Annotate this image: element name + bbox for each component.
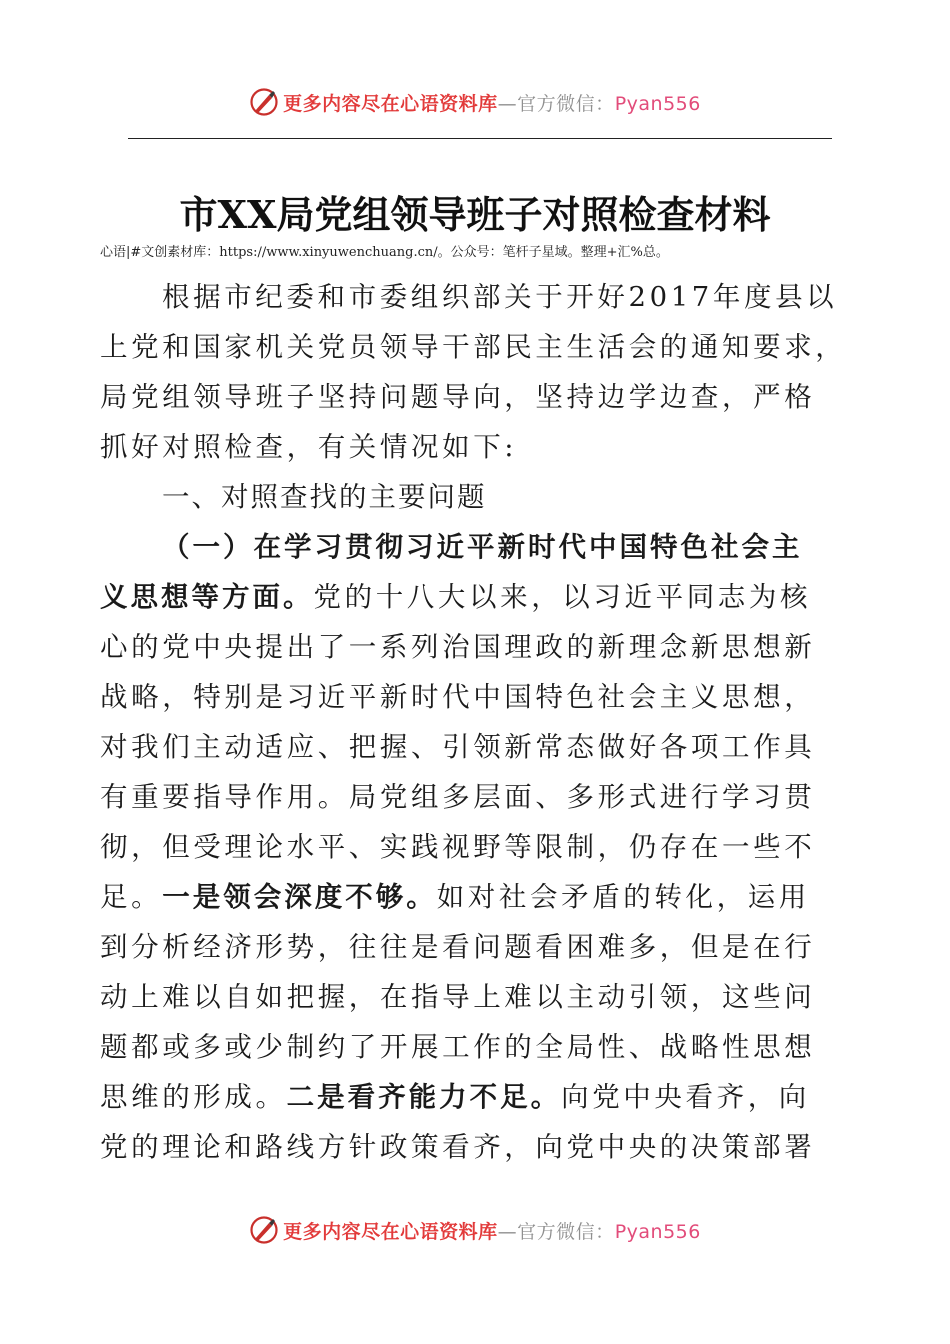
body-text-segment: 根据市纪委和市委组织部关于开好2017年度县以	[162, 281, 838, 313]
body-line	[100, 372, 815, 422]
header-brand: 更多内容尽在心语资料库	[283, 92, 498, 115]
body-text-segment: 彻，但受理论水平、实践视野等限制，仍存在一些不	[100, 831, 816, 863]
bold-text: 一是领会深度不够。	[162, 881, 437, 913]
body-line	[100, 772, 815, 822]
body-line	[100, 322, 846, 372]
body-text-segment: 局党组领导班子坚持问题导向，坚持边学边查，严格	[100, 381, 816, 413]
body-text-segment: 抓好对照检查，有关情况如下:	[100, 431, 518, 463]
body-line	[162, 472, 487, 522]
footer-banner-text	[283, 1217, 701, 1244]
body-line	[162, 522, 803, 572]
header-wechat-label: 官方微信：	[517, 92, 615, 115]
body-line	[100, 972, 815, 1022]
pen-logo-icon	[249, 87, 279, 117]
body-text-segment: 对我们主动适应、把握、引领新常态做好各项工作具	[100, 731, 816, 763]
header-banner	[0, 82, 950, 122]
footer-brand: 更多内容尽在心语资料库	[283, 1220, 498, 1243]
body-line	[162, 272, 837, 322]
body-text-segment: 向党中央看齐，向	[561, 1081, 810, 1113]
source-note: 心语|#文创素材库：https://www.xinyuwenchuang.cn/。公众号：笔杆子星域。整理+汇%总。	[100, 245, 669, 260]
body-line	[100, 1022, 815, 1072]
bold-text: 义思想等方面。	[100, 581, 314, 613]
header-separator: —	[497, 92, 518, 115]
body-line	[100, 872, 810, 922]
body-text-segment: 题都或多或少制约了开展工作的全局性、战略性思想	[100, 1031, 816, 1063]
body-line	[100, 922, 815, 972]
footer-wechat-label: 官方微信：	[517, 1220, 615, 1243]
body-text-segment: 党的理论和路线方针政策看齐，向党中央的决策部署	[100, 1131, 816, 1163]
body-line	[100, 722, 815, 772]
body-text-segment: 心的党中央提出了一系列治国理政的新理念新思想新	[100, 631, 816, 663]
body-text-segment: 到分析经济形势，往往是看问题看困难多，但是在行	[100, 931, 816, 963]
body-line	[100, 572, 811, 622]
body-line	[100, 672, 815, 722]
body-text-segment: 党的十八大以来，以习近平同志为核	[313, 581, 812, 613]
body-line	[100, 1072, 810, 1122]
body-line	[100, 422, 517, 472]
body-line	[100, 822, 815, 872]
header-divider	[128, 138, 832, 139]
footer-wechat-id: Pyan556	[614, 1220, 701, 1243]
body-text-segment: 有重要指导作用。局党组多层面、多形式进行学习贯	[100, 781, 816, 813]
bold-text: （一）在学习贯彻习近平新时代中国特色社会主	[162, 531, 803, 563]
body-text-segment: 思维的形成。	[100, 1081, 287, 1113]
footer-banner	[0, 1210, 950, 1250]
bold-text: 二是看齐能力不足。	[286, 1081, 562, 1113]
pen-logo-icon	[249, 1215, 279, 1245]
header-wechat-id: Pyan556	[614, 92, 701, 115]
header-banner-text	[283, 89, 701, 116]
body-text-segment: 战略，特别是习近平新时代中国特色社会主义思想，	[100, 681, 816, 713]
footer-separator: —	[497, 1220, 518, 1243]
body-text-segment: 如对社会矛盾的转化，运用	[436, 881, 810, 913]
body-text-segment: 上党和国家机关党员领导干部民主生活会的通知要求，	[100, 331, 847, 363]
body-line	[100, 622, 815, 672]
section-heading: 一、对照查找的主要问题	[162, 481, 487, 513]
body-text-segment: 足。	[100, 881, 163, 913]
body-text-segment: 动上难以自如把握，在指导上难以主动引领，这些问	[100, 981, 816, 1013]
body-line	[100, 1122, 815, 1172]
document-title: 市XX局党组领导班子对照检查材料	[179, 192, 771, 237]
